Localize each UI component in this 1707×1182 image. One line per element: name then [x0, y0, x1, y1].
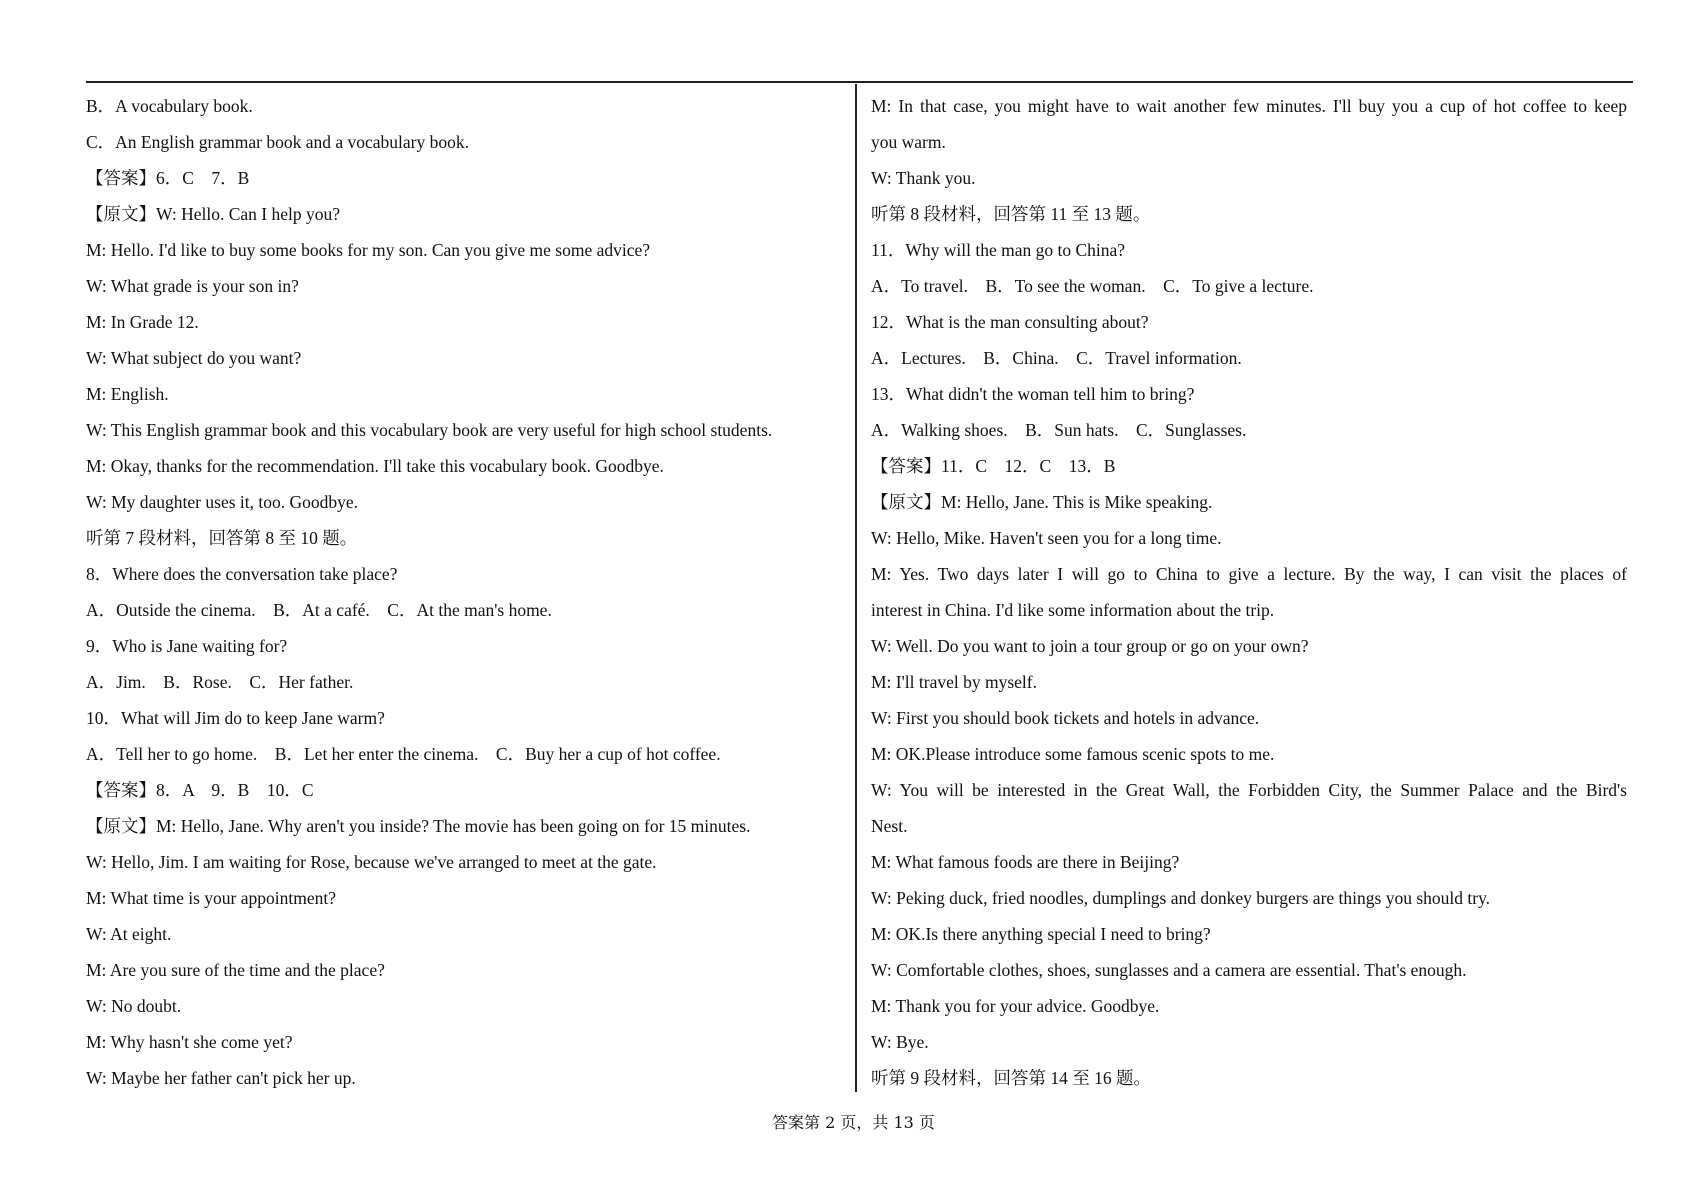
- page-footer: 答案第 2 页，共 13 页: [772, 1113, 935, 1132]
- text-line: W: Hello, Jim. I am waiting for Rose, because we've arranged to meet at the gate.: [86, 852, 657, 872]
- text-line: A．Outside the cinema. B．At a café. C．At the man's home.: [86, 600, 552, 620]
- text-line: 听第 7 段材料，回答第 8 至 10 题。: [86, 528, 358, 548]
- right-column: [871, 88, 1627, 1096]
- text-line: W: At eight.: [86, 924, 172, 944]
- text-line: W: Well. Do you want to join a tour group or go on your own?: [871, 636, 1309, 656]
- text-line: M: English.: [86, 384, 169, 404]
- text-line: M: What famous foods are there in Beijing?: [871, 852, 1180, 872]
- text-line: W: Thank you.: [871, 168, 976, 188]
- text-line: C．An English grammar book and a vocabulary book.: [86, 132, 469, 152]
- text-line: W: No doubt.: [86, 996, 182, 1016]
- text-line: Nest.: [871, 816, 908, 836]
- text-line: M: Okay, thanks for the recommendation. I'll take this vocabulary book. Goodbye.: [86, 456, 664, 476]
- text-line: 【答案】6．C 7．B: [86, 168, 250, 188]
- text-line: W: Hello, Mike. Haven't seen you for a long time.: [871, 528, 1222, 548]
- text-line: 【原文】M: Hello, Jane. Why aren't you inside? The movie has been going on for 15 minutes.: [86, 816, 751, 836]
- text-line: W: My daughter uses it, too. Goodbye.: [86, 492, 359, 512]
- text-line: M: In that case, you might have to wait another few minutes. I'll buy you a cup of hot coffee to keep: [871, 96, 1627, 116]
- text-line: M: I'll travel by myself.: [871, 672, 1037, 692]
- text-line: W: What subject do you want?: [86, 348, 302, 368]
- left-column: [86, 88, 844, 1096]
- top-rule: [86, 81, 1633, 83]
- text-line: B．A vocabulary book.: [86, 96, 253, 116]
- text-line: W: Peking duck, fried noodles, dumplings and donkey burgers are things you should try.: [871, 888, 1491, 908]
- text-line: 8．Where does the conversation take place?: [86, 564, 398, 584]
- text-line: 11．Why will the man go to China?: [871, 240, 1126, 260]
- text-line: M: Why hasn't she come yet?: [86, 1032, 293, 1052]
- text-line: A．Lectures. B．China. C．Travel information.: [871, 348, 1242, 368]
- text-line: A．Walking shoes. B．Sun hats. C．Sunglasses.: [871, 420, 1247, 440]
- text-line: 10．What will Jim do to keep Jane warm?: [86, 708, 385, 728]
- text-line: M: OK.Please introduce some famous scenic spots to me.: [871, 744, 1275, 764]
- text-line: 听第 9 段材料，回答第 14 至 16 题。: [871, 1068, 1151, 1088]
- text-line: M: In Grade 12.: [86, 312, 199, 332]
- column-divider: [855, 84, 857, 1092]
- text-line: W: Comfortable clothes, shoes, sunglasses and a camera are essential. That's enough.: [871, 960, 1467, 980]
- text-line: M: Hello. I'd like to buy some books for my son. Can you give me some advice?: [86, 240, 651, 260]
- text-line: 9．Who is Jane waiting for?: [86, 636, 288, 656]
- text-line: W: What grade is your son in?: [86, 276, 299, 296]
- text-line: 13．What didn't the woman tell him to bring?: [871, 384, 1195, 404]
- text-line: 【答案】11．C 12．C 13．B: [871, 456, 1116, 476]
- text-line: W: You will be interested in the Great Wall, the Forbidden City, the Summer Palace and the Bird's: [871, 780, 1627, 800]
- text-line: W: Maybe her father can't pick her up.: [86, 1068, 356, 1088]
- text-line: M: Yes. Two days later I will go to China to give a lecture. By the way, I can visit the places of: [871, 564, 1627, 584]
- text-line: A．To travel. B．To see the woman. C．To give a lecture.: [871, 276, 1314, 296]
- text-line: M: Are you sure of the time and the place?: [86, 960, 385, 980]
- text-line: 12．What is the man consulting about?: [871, 312, 1149, 332]
- text-line: 听第 8 段材料，回答第 11 至 13 题。: [871, 204, 1151, 224]
- text-line: 【原文】M: Hello, Jane. This is Mike speaking.: [871, 492, 1213, 512]
- text-line: 【答案】8．A 9．B 10．C: [86, 780, 314, 800]
- text-line: A．Tell her to go home. B．Let her enter the cinema. C．Buy her a cup of hot coffee.: [86, 744, 721, 764]
- text-line: W: This English grammar book and this vocabulary book are very useful for high school students.: [86, 420, 773, 440]
- text-line: M: What time is your appointment?: [86, 888, 336, 908]
- text-line: you warm.: [871, 132, 946, 152]
- text-line: M: OK.Is there anything special I need to bring?: [871, 924, 1211, 944]
- text-line: M: Thank you for your advice. Goodbye.: [871, 996, 1160, 1016]
- text-line: 【原文】W: Hello. Can I help you?: [86, 204, 341, 224]
- text-line: A．Jim. B．Rose. C．Her father.: [86, 672, 354, 692]
- text-line: W: First you should book tickets and hotels in advance.: [871, 708, 1260, 728]
- text-line: interest in China. I'd like some information about the trip.: [871, 600, 1275, 620]
- text-line: W: Bye.: [871, 1032, 929, 1052]
